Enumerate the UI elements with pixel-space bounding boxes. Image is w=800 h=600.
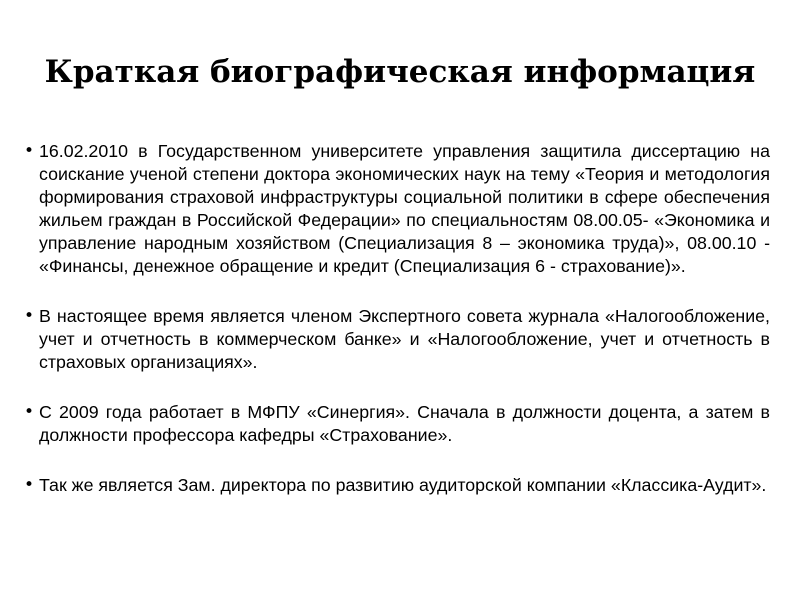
- bullet-icon: •: [24, 306, 35, 326]
- bullet-icon: •: [24, 475, 35, 495]
- bullet-icon: •: [24, 141, 35, 161]
- bullet-item-expert-council: [24, 305, 770, 374]
- bullet-item-synergy: [24, 401, 770, 447]
- slide-title: Краткая биографическая информация: [44, 54, 756, 90]
- bullet-text: 16.02.2010 в Государственном университете управления защитила диссертацию на соискание ученой степени доктора экономических наук на тему «Теория и методология формирования страховой инфраструктуры социальной политики в сфере обеспечения жильем граждан в Российской Федерации» по специальностям 08.00.05- «Экономика и управление народным хозяйством (Специализация 8 – экономика труда)», 08.00.10 - «Финансы, денежное обращение и кредит (Специализация 6 - страхование)».: [39, 141, 770, 276]
- bullet-item-dissertation: [24, 140, 770, 278]
- bullet-text: Так же является Зам. директора по развитию аудиторской компании «Классика-Аудит».: [39, 475, 767, 495]
- bullet-icon: •: [24, 402, 35, 422]
- bullet-item-audit-company: [24, 474, 770, 497]
- bullet-list: [24, 140, 770, 524]
- bullet-text: В настоящее время является членом Экспертного совета журнала «Налогообложение, учет и отчетность в коммерческом банке» и «Налогообложение, учет и отчетность в страховых организациях».: [39, 306, 770, 372]
- bullet-text: С 2009 года работает в МФПУ «Синергия». Сначала в должности доцента, а затем в должности профессора кафедры «Страхование».: [39, 402, 770, 445]
